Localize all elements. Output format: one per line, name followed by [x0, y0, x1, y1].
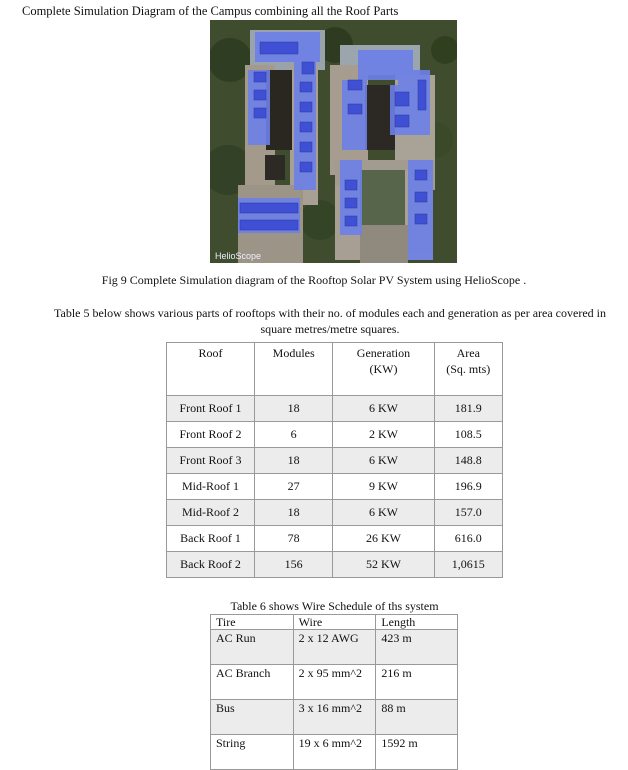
table-header-row	[167, 343, 503, 396]
col-modules: Modules	[254, 343, 332, 396]
helioscope-watermark: HelioScope	[215, 251, 262, 261]
table6-caption: Table 6 shows Wire Schedule of ths system	[230, 599, 439, 613]
col-generation: Generation (KW)	[333, 343, 434, 396]
intro-paragraph: Table 5 below shows various parts of rooftops with their no. of modules each and generation as per area covered in square metres/metre squares.	[54, 306, 606, 336]
table-row: String 19 x 6 mm^2 1592 m	[211, 735, 458, 770]
page-heading: Complete Simulation Diagram of the Campus combining all the Roof Parts	[22, 4, 399, 18]
table-header-row: Tire Wire Length	[211, 615, 458, 630]
table-row: Front Roof 1 18 6 KW 181.9	[167, 396, 503, 422]
helioscope-simulation-image	[210, 20, 457, 263]
table-row: Mid-Roof 2 18 6 KW 157.0	[167, 500, 503, 526]
table-row: Back Roof 1 78 26 KW 616.0	[167, 526, 503, 552]
col-roof: Roof	[167, 343, 255, 396]
table-row: Front Roof 3 18 6 KW 148.8	[167, 448, 503, 474]
table-row: Back Roof 2 156 52 KW 1,0615	[167, 552, 503, 578]
table-row: Bus 3 x 16 mm^2 88 m	[211, 700, 458, 735]
wire-schedule-table	[210, 614, 458, 770]
table-row: AC Run 2 x 12 AWG 423 m	[211, 630, 458, 665]
table-row: Front Roof 2 6 2 KW 108.5	[167, 422, 503, 448]
table-row: AC Branch 2 x 95 mm^2 216 m	[211, 665, 458, 700]
roof-modules-table	[166, 342, 503, 578]
table-row: Mid-Roof 1 27 9 KW 196.9	[167, 474, 503, 500]
col-area: Area (Sq. mts)	[434, 343, 502, 396]
figure-caption: Fig 9 Complete Simulation diagram of the Rooftop Solar PV System using HelioScope .	[101, 273, 527, 287]
